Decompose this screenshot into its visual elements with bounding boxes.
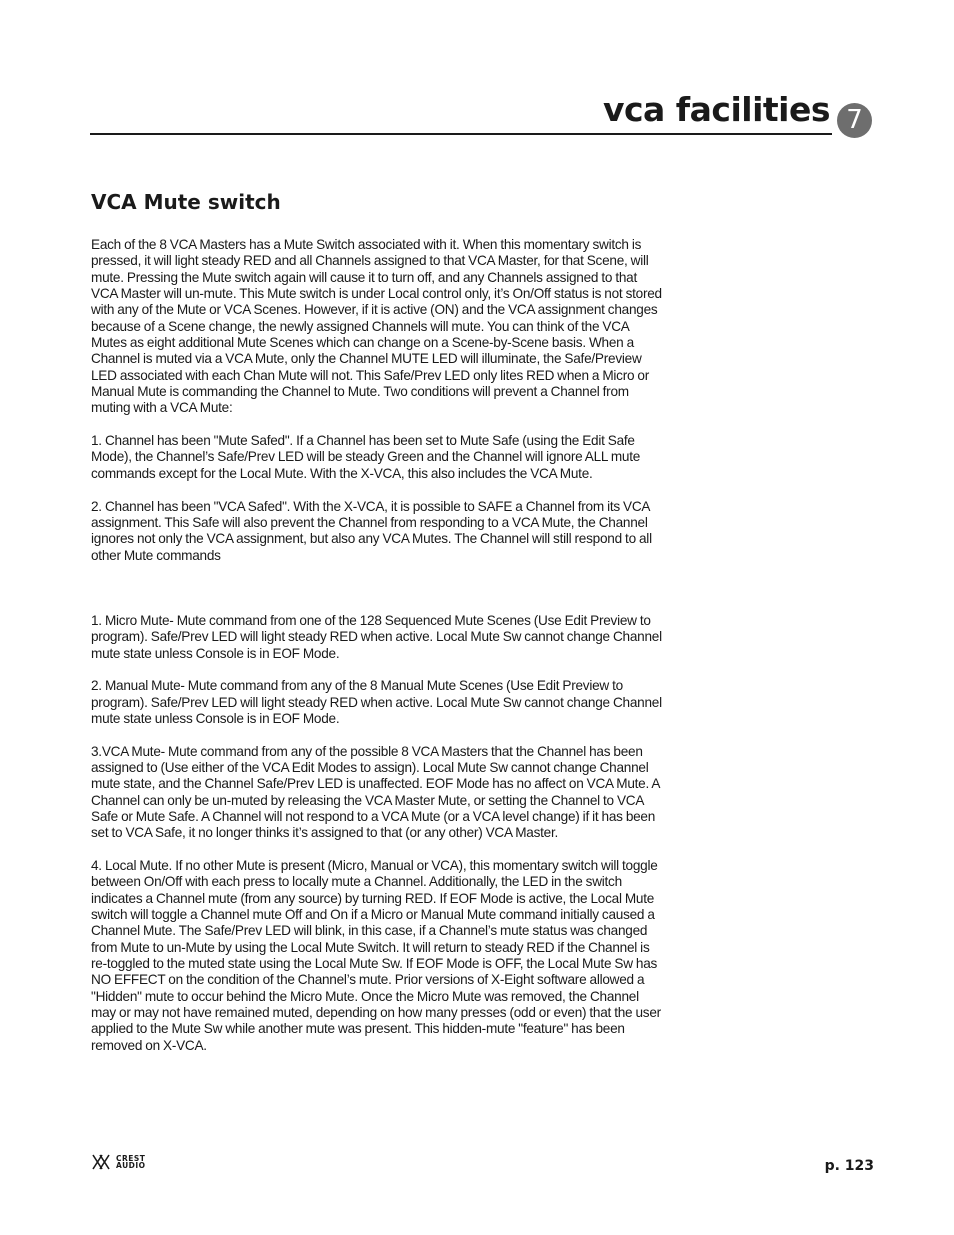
- logo-text-line1: CREST: [116, 1153, 146, 1163]
- chapter-title: vca facilities: [602, 90, 830, 129]
- crest-audio-logo: [92, 1152, 162, 1172]
- crest-logo-icon: [92, 1154, 114, 1170]
- paragraph-condition-2: 2. Channel has been "VCA Safed". With the X-VCA, it is possible to SAFE a Channel from its VCA assignment. This Safe will also prevent the Channel from responding to a VCA Mute, the Channel ignores not only the VCA assignment, but also any VCA Mutes. The Channel will still respond to all other Mute commands: [91, 498, 652, 563]
- paragraph-local-mute: 4. Local Mute. If no other Mute is present (Micro, Manual or VCA), this momentary switch will toggle between On/Off with each press to locally mute a Channel. Additionally, the LED in the switch indicates a Channel mute (from any source) by turning RED. If EOF Mode is active, the Local Mute switch will toggle a Channel mute Off and On if a Micro or Manual Mute command initially caused a Channel Mute. The Safe/Prev LED will blink, in this case, if a Channel’s mute status was changed from Mute to un-Mute by using the Local Mute Switch. It will return to steady RED if the Channel is re-toggled to the muted state using the Local Mute Sw. If EOF Mode is OFF, the Local Mute Sw has NO EFFECT on the condition of the Channel’s mute. Prior versions of X-Eight software allowed a "Hidden" mute to occur behind the Micro Mute. Once the Micro Mute was removed, the Channel may or may not have remained muted, depending on how many presses (odd or even) that the user applied to the Mute Sw while another mute was present. This hidden-mute "feature" has been removed on X-VCA.: [91, 858, 661, 1053]
- body-text: [91, 237, 663, 1071]
- section-heading: VCA Mute switch: [91, 190, 281, 214]
- logo-text-line2: AUDIO: [116, 1161, 146, 1170]
- paragraph-micro-mute: 1. Micro Mute- Mute command from one of the 128 Sequenced Mute Scenes (Use Edit Preview to program). Safe/Prev LED will light steady RED when active. Local Mute Sw cannot change Channel mute state unless Console is in EOF Mode.: [91, 612, 662, 661]
- paragraph-intro: Each of the 8 VCA Masters has a Mute Switch associated with it. When this momentary switch is pressed, it will light steady RED and all Channels assigned to that VCA Master, for that Scene, will mute. Pressing the Mute switch again will cause it to turn off, and any Channels assigned to that VCA Master will un-mute. This Mute switch is under Local control only, it’s On/Off status is not stored with any of the Mute or VCA Scenes. However, if it is active (ON) and the VCA assignment changes because of a Scene change, the newly assigned Channels will mute. You can think of the VCA Mutes as eight additional Mute Scenes which can change on a Scene-by-Scene basis. When a Channel is muted via a VCA Mute, only the Channel MUTE LED will illuminate, the Safe/Preview LED associated with each Chan Mute will not. This Safe/Prev LED only lites RED when a Micro or Manual Mute is commanding the Channel to Mute. Two conditions will prevent a Channel from muting with a VCA Mute:: [91, 237, 662, 416]
- page-number: p. 123: [824, 1158, 874, 1174]
- paragraph-condition-1: 1. Channel has been "Mute Safed". If a Channel has been set to Mute Safe (using the Edit Safe Mode), the Channel’s Safe/Prev LED will be steady Green and the Channel will ignore ALL mute commands except for the Local Mute. With the X-VCA, this also includes the VCA Mute.: [91, 433, 641, 481]
- paragraph-vca-mute: 3.VCA Mute- Mute command from any of the possible 8 VCA Masters that the Channel has been assigned to (Use either of the VCA Edit Modes to assign). Local Mute Sw cannot change Channel mute state, and the Channel Safe/Prev LED is unaffected. EOF Mode has no affect on VCA Mute. A Channel can only be un-muted by releasing the VCA Master Mute, or setting the Channel to VCA Safe or Mute Safe. A Channel will not respond to a VCA Mute (or a VCA level change) if it has been set to VCA Safe, it no longer thinks it’s assigned to that (or any other) VCA Master.: [91, 743, 660, 841]
- chapter-header: [0, 0, 954, 140]
- chapter-number-badge: 7: [837, 103, 872, 138]
- header-rule: [90, 133, 832, 135]
- paragraph-manual-mute: 2. Manual Mute- Mute command from any of the 8 Manual Mute Scenes (Use Edit Preview to program). Safe/Prev LED will light steady RED when active. Local Mute Sw cannot change Channel mute state unless Console is in EOF Mode.: [91, 678, 662, 726]
